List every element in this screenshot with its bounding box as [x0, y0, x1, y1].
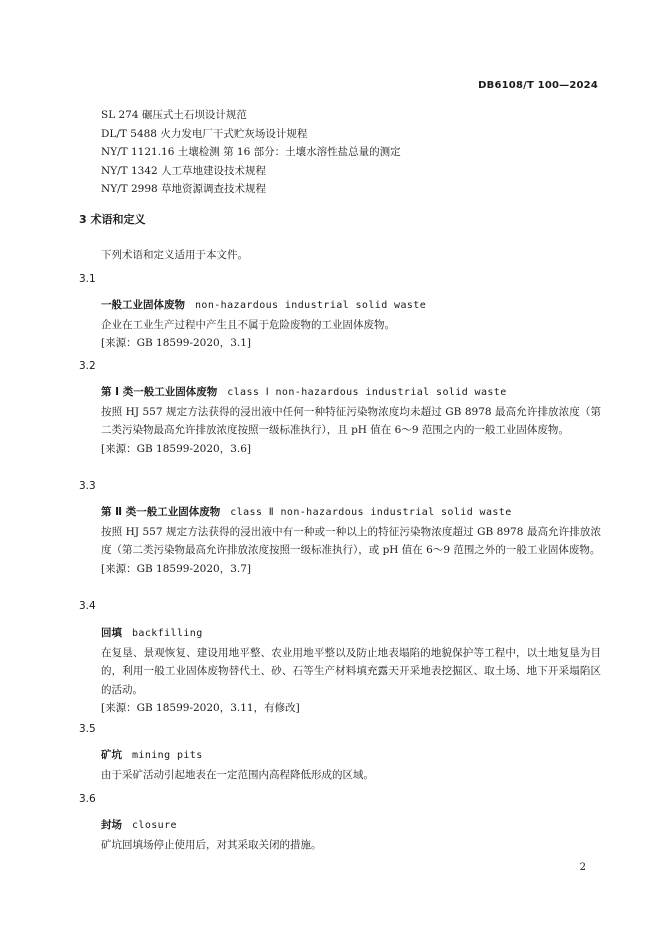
term-entry: [101, 746, 601, 784]
term-number: 3.3: [79, 480, 96, 492]
term-definition: 按照 HJ 557 规定方法获得的浸出液中任何一种特征污染物浓度均未超过 GB 8978 最高允许排放浓度（第二类污染物最高允许排放浓度按照一级标准执行），且 pH 值在 6～9 范围之内的一般工业固体废物。: [101, 405, 601, 436]
term-definition: 由于采矿活动引起地表在一定范围内高程降低形成的区域。: [101, 768, 374, 781]
term-title: [101, 296, 601, 316]
term-definition: 企业在工业生产过程中产生且不属于危险废物的工业固体废物。: [101, 318, 395, 331]
term-source: [来源：GB 18599-2020，3.6]: [101, 442, 252, 455]
term-zh: 一般工业固体废物: [101, 299, 185, 311]
term-definition: 在复垦、景观恢复、建设用地平整、农业用地平整以及防止地表塌陷的地貌保护等工程中，以土地复垦为目的，利用一般工业固体废物替代土、砂、石等生产材料填充露天开采地表挖掘区、取土场、地下开采塌陷区的活动。: [101, 646, 601, 696]
term-definition: 矿坑回填场停止使用后，对其采取关闭的措施。: [101, 838, 322, 851]
term-entry: [101, 296, 601, 353]
term-en: closure: [132, 820, 177, 831]
term-zh: 第 Ⅰ 类一般工业固体废物: [101, 386, 218, 398]
reference-item: NY/T 1342 人工草地建设技术规程: [101, 164, 267, 177]
term-en: backfilling: [132, 628, 203, 639]
term-entry: [101, 624, 601, 718]
term-title: [101, 816, 601, 836]
term-number: 3.4: [79, 600, 96, 612]
reference-item: NY/T 2998 草地资源调查技术规程: [101, 183, 267, 195]
reference-item: SL 274 碾压式土石坝设计规范: [101, 109, 247, 121]
reference-list: [101, 106, 401, 199]
term-zh: 回填: [101, 627, 122, 639]
term-zh: 第 Ⅱ 类一般工业固体废物: [101, 506, 221, 518]
reference-item: NY/T 1121.16 土壤检测 第 16 部分：土壤水溶性盐总量的测定: [101, 146, 401, 158]
section-heading: 3 术语和定义: [79, 213, 146, 226]
term-number: 3.2: [79, 360, 96, 372]
term-entry: [101, 816, 601, 854]
term-title: [101, 746, 601, 766]
term-number: 3.1: [79, 273, 96, 285]
term-number: 3.6: [79, 793, 96, 805]
term-zh: 矿坑: [101, 749, 122, 761]
term-zh: 封场: [101, 819, 122, 831]
term-en: class Ⅰ non-hazardous industrial solid waste: [227, 387, 507, 398]
term-title: [101, 624, 601, 644]
term-definition: 按照 HJ 557 规定方法获得的浸出液中有一种或一种以上的特征污染物浓度超过 GB 8978 最高允许排放浓度（第二类污染物最高允许排放浓度按照一级标准执行），或 pH 值在 6～9 范围之外的一般工业固体废物。: [101, 525, 601, 556]
term-entry: [101, 503, 601, 578]
section-intro: 下列术语和定义适用于本文件。: [101, 249, 248, 261]
term-title: [101, 503, 601, 523]
document-id: DB6108/T 100—2024: [478, 80, 598, 91]
page-number: 2: [579, 862, 586, 873]
term-entry: [101, 383, 601, 458]
term-en: mining pits: [132, 750, 203, 761]
term-number: 3.5: [79, 723, 96, 735]
term-en: class Ⅱ non-hazardous industrial solid waste: [230, 507, 512, 518]
term-source: [来源：GB 18599-2020，3.7]: [101, 562, 252, 575]
reference-item: DL/T 5488 火力发电厂干式贮灰场设计规程: [101, 127, 308, 140]
term-source: [来源：GB 18599-2020，3.11，有修改]: [101, 702, 300, 714]
term-en: non-hazardous industrial solid waste: [195, 300, 427, 311]
term-source: [来源：GB 18599-2020，3.1]: [101, 337, 252, 349]
term-title: [101, 383, 601, 403]
